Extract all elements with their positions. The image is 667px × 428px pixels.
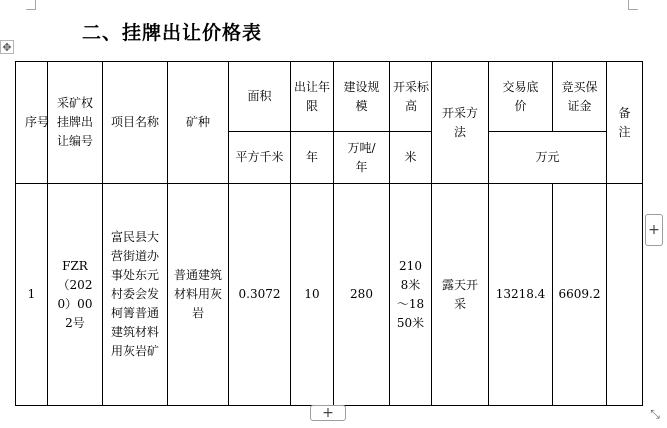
header-base-price	[489, 62, 553, 132]
price-table	[15, 61, 643, 406]
cell-base-price: 13218.4	[489, 184, 553, 406]
cell-listing-no	[48, 184, 103, 406]
header-elevation-label: 开采标高	[393, 79, 430, 113]
header-scale-label: 建设规模	[343, 79, 380, 113]
header-term-label: 出让年限	[294, 79, 331, 113]
header-deposit	[553, 62, 607, 132]
unit-area-label: 平方千米	[235, 150, 284, 164]
unit-scale-label: 万吨/年	[347, 140, 376, 174]
header-method-label: 开采方法	[442, 105, 479, 139]
header-remark-label: 备注	[618, 105, 631, 139]
header-deposit-label: 竞买保证金	[561, 79, 598, 113]
page-corner-mark	[628, 0, 638, 10]
header-project: 项目名称	[103, 62, 168, 184]
cell-scale: 280	[334, 184, 390, 406]
unit-scale	[334, 132, 390, 184]
header-scale	[334, 62, 390, 132]
cell-mineral	[168, 184, 229, 406]
cell-seq: 1	[16, 184, 48, 406]
plus-icon: +	[648, 222, 660, 238]
header-seq-label: 序号	[24, 115, 49, 129]
table-row	[16, 184, 643, 406]
header-listing-no-label: 采矿权挂牌出让编号	[57, 96, 94, 148]
document-title: 二、挂牌出让价格表	[82, 22, 263, 44]
cell-listing-no-text: FZR（2020）002号	[57, 258, 93, 330]
header-seq	[16, 62, 48, 184]
page-corner-mark	[26, 0, 36, 10]
cell-mineral-text: 普通建筑材料用灰岩	[173, 268, 222, 320]
cell-elevation	[390, 184, 432, 406]
header-listing-no	[48, 62, 103, 184]
cell-method-text: 露天开采	[442, 277, 479, 311]
cell-area: 0.3072	[229, 184, 291, 406]
resize-diagonal-icon: ⤡	[650, 406, 660, 421]
unit-term: 年	[291, 132, 334, 184]
unit-elevation: 米	[390, 132, 432, 184]
cell-method	[432, 184, 489, 406]
table-resize-handle[interactable]	[646, 405, 664, 423]
plus-icon: +	[322, 405, 334, 421]
cell-term: 10	[291, 184, 334, 406]
cell-deposit: 6609.2	[553, 184, 607, 406]
header-term	[291, 62, 334, 132]
cell-project-text: 富民县大营街道办事处东元村委会发柯箐普通建筑材料用灰岩矿	[110, 230, 159, 358]
table-move-handle[interactable]	[0, 40, 14, 54]
add-column-button[interactable]	[645, 214, 663, 246]
unit-area	[229, 132, 291, 184]
header-mineral: 矿种	[168, 62, 229, 184]
header-area: 面积	[229, 62, 291, 132]
header-method	[432, 62, 489, 184]
unit-money: 万元	[489, 132, 607, 184]
move-icon: ✥	[2, 40, 12, 54]
cell-remark	[607, 184, 643, 406]
cell-elevation-text: 2108米～1850米	[396, 258, 425, 330]
header-base-price-label: 交易底价	[502, 79, 539, 113]
header-elevation	[390, 62, 432, 132]
cell-project	[103, 184, 168, 406]
header-remark	[607, 62, 643, 184]
add-row-button[interactable]	[310, 405, 346, 421]
